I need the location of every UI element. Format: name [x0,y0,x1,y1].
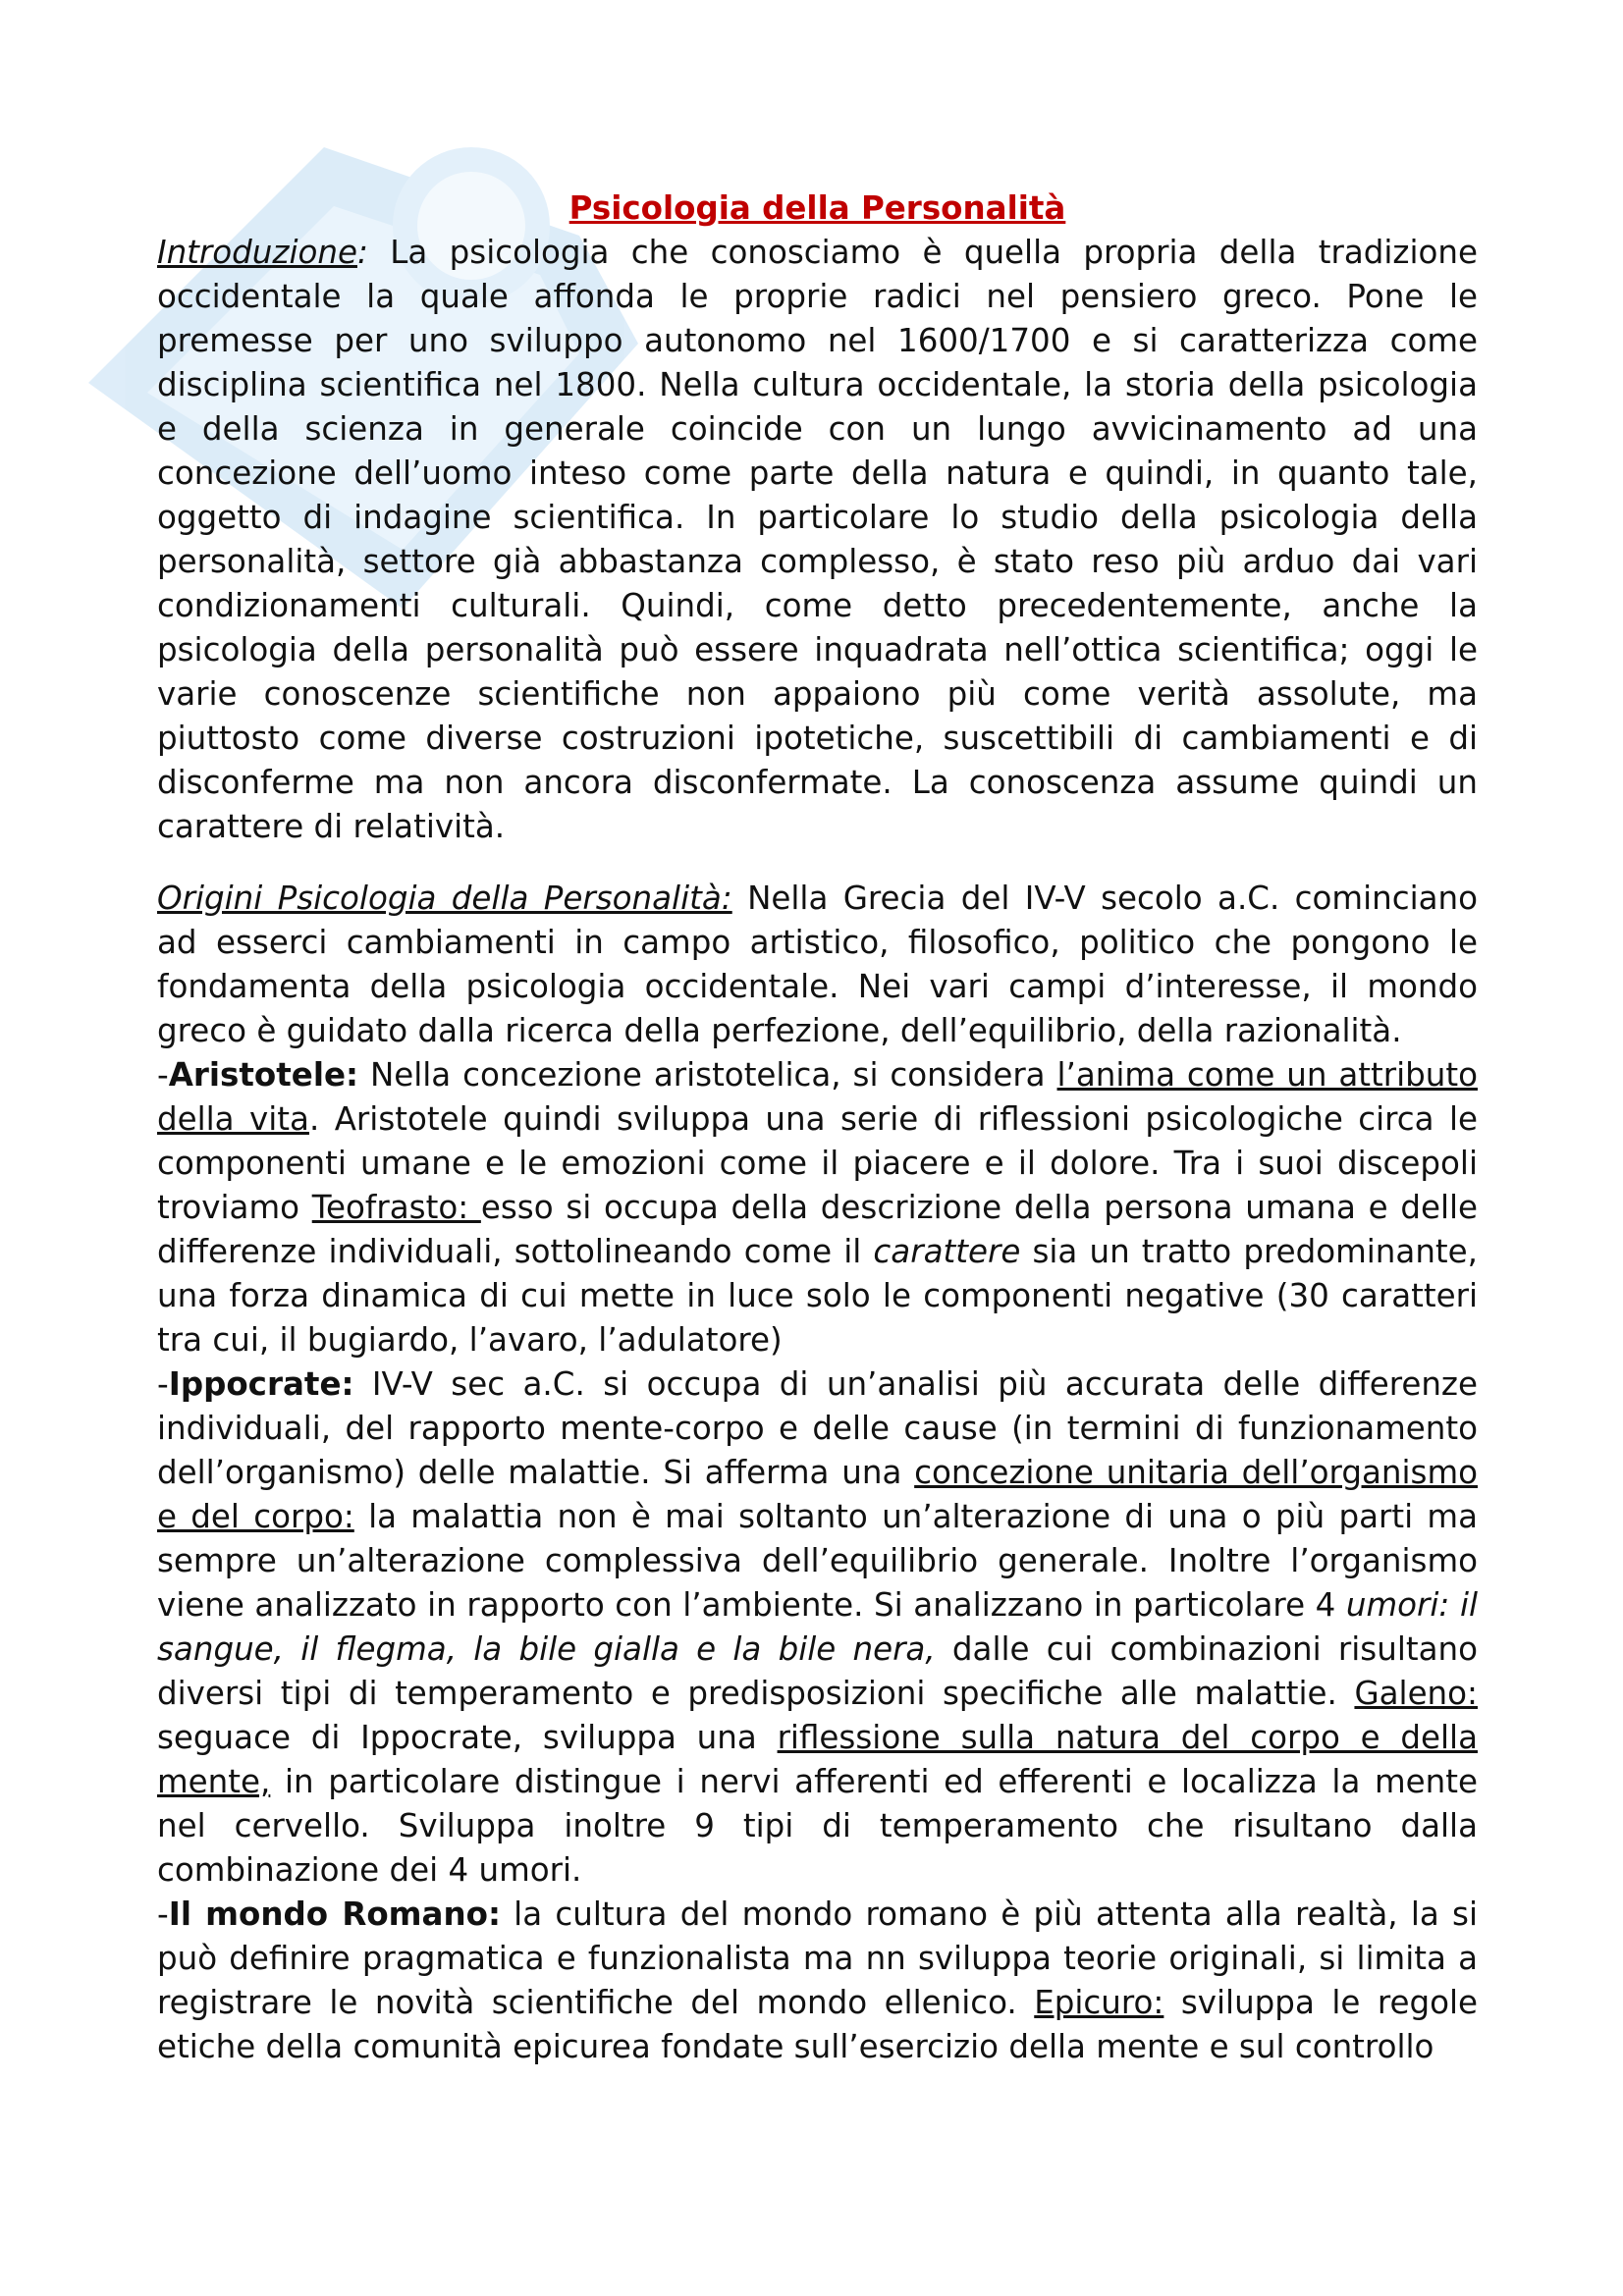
ippocrate-text-3: dalle cui combinazioni risultano diversi tipi di temperamento e predisposizioni specifiche alle malattie. [157,1630,1478,1712]
origini-heading: Origini Psicologia della Personalità: [157,880,732,917]
ippocrate-text-2: la malattia non è mai soltanto un’alterazione di una o più parti ma sempre un’alterazione complessiva dell’equilibrio generale. Inoltre l’organismo viene analizzato in rapporto con l’ambiente. Si analizzano in particolare 4 [157,1498,1478,1624]
intro-text: La psicologia che conosciamo è quella propria della tradizione occidentale la quale affonda le proprie radici nel pensiero greco. Pone le premesse per uno sviluppo autonomo nel 1600/1700 e si caratterizza come disciplina scientifica nel 1800. Nella cultura occidentale, la storia della psicologia e della scienza in generale coincide con un lungo avvicinamento ad una concezione dell’uomo inteso come parte della natura e quindi, in quanto tale, oggetto di indagine scientifica. In particolare lo studio della psicologia della personalità, settore già abbastanza complesso, è stato reso più arduo dai vari condizionamenti culturali. Quindi, come detto precedentemente, anche la psicologia della personalità può essere inquadrata nell’ottica scientifica; oggi le varie conoscenze scientifiche non appaiono più come verità assolute, ma piuttosto come diverse costruzioni ipotetiche, suscettibili di cambiamenti e di disconferme ma non ancora disconfermate. La conoscenza assume quindi un carattere di relatività. [157,234,1478,845]
romano-paragraph [157,1893,1478,2069]
romano-name: Il mondo Romano: [168,1896,501,1933]
aristotele-name: Aristotele: [168,1056,359,1094]
aristotele-paragraph [157,1053,1478,1362]
ippocrate-name: Ippocrate: [168,1365,354,1403]
aristotele-underline-1: l’anima come un attributo della vita [157,1056,1478,1138]
ippocrate-dash: - [157,1365,169,1403]
aristotele-text-1: Nella concezione aristotelica, si considera [358,1056,1057,1094]
aristotele-text-2: . Aristotele quindi sviluppa una serie di riflessioni psicologiche circa le componenti umane e le emozioni come il piacere e il dolore. Tra i suoi discepoli troviamo [157,1100,1479,1226]
romano-text-1: la cultura del mondo romano è più attenta alla realtà, la si può definire pragmatica e funzionalista ma nn sviluppa teorie originali, si limita a registrare le novità scientifiche del mondo ellenico. [157,1896,1478,2021]
ippocrate-text-4: seguace di Ippocrate, sviluppa una [157,1719,778,1756]
intro-heading: Introduzione [157,234,357,271]
ippocrate-text-5: in particolare distingue i nervi afferenti ed efferenti e localizza la mente nel cervello. Sviluppa inoltre 9 tipi di temperamento che risultano dalla combinazione dei 4 umori. [157,1763,1478,1889]
carattere-term: carattere [873,1233,1021,1270]
romano-text-2: sviluppa le regole etiche della comunità epicurea fondate sull’esercizio della mente e sul controllo [157,1984,1478,2065]
romano-dash: - [157,1896,169,1933]
document-title: Psicologia della Personalità [568,189,1066,227]
ippocrate-text-1: IV-V sec a.C. si occupa di un’analisi più accurata delle differenze individuali, del rapporto mente-corpo e delle cause (in termini di funzionamento dell’organismo) delle malattie. Si afferma una [157,1365,1478,1491]
intro-heading-colon: : [356,234,368,271]
origini-text: Nella Grecia del IV-V secolo a.C. cominciano ad esserci cambiamenti in campo artistico, filosofico, politico che pongono le fondamenta della psicologia occidentale. Nei vari campi d’interesse, il mondo greco è guidato dalla ricerca della perfezione, dell’equilibrio, della razionalità. [157,880,1479,1049]
document-page [157,187,1478,2069]
origini-paragraph [157,877,1478,1053]
galeno-label: Galeno: [1354,1675,1478,1712]
aristotele-dash: - [157,1056,169,1094]
ippocrate-underline-1: concezione unitaria dell’organismo e del corpo: [157,1454,1478,1535]
ippocrate-underline-3: riflessione sulla natura del corpo e della mente, [157,1719,1478,1800]
umori-list: umori: il sangue, il flegma, la bile gialla e la bile nera, [157,1586,1478,1668]
ippocrate-paragraph [157,1362,1478,1893]
intro-paragraph [157,231,1478,849]
aristotele-text-4: sia un tratto predominante, una forza dinamica di cui mette in luce solo le componenti negative (30 caratteri tra cui, il bugiardo, l’avaro, l’adulatore) [157,1233,1478,1359]
epicuro-label: Epicuro: [1034,1984,1164,2021]
teofrasto-label: Teofrasto: [311,1189,481,1226]
aristotele-text-3: esso si occupa della descrizione della persona umana e delle differenze individuali, sottolineando come il [157,1189,1478,1270]
